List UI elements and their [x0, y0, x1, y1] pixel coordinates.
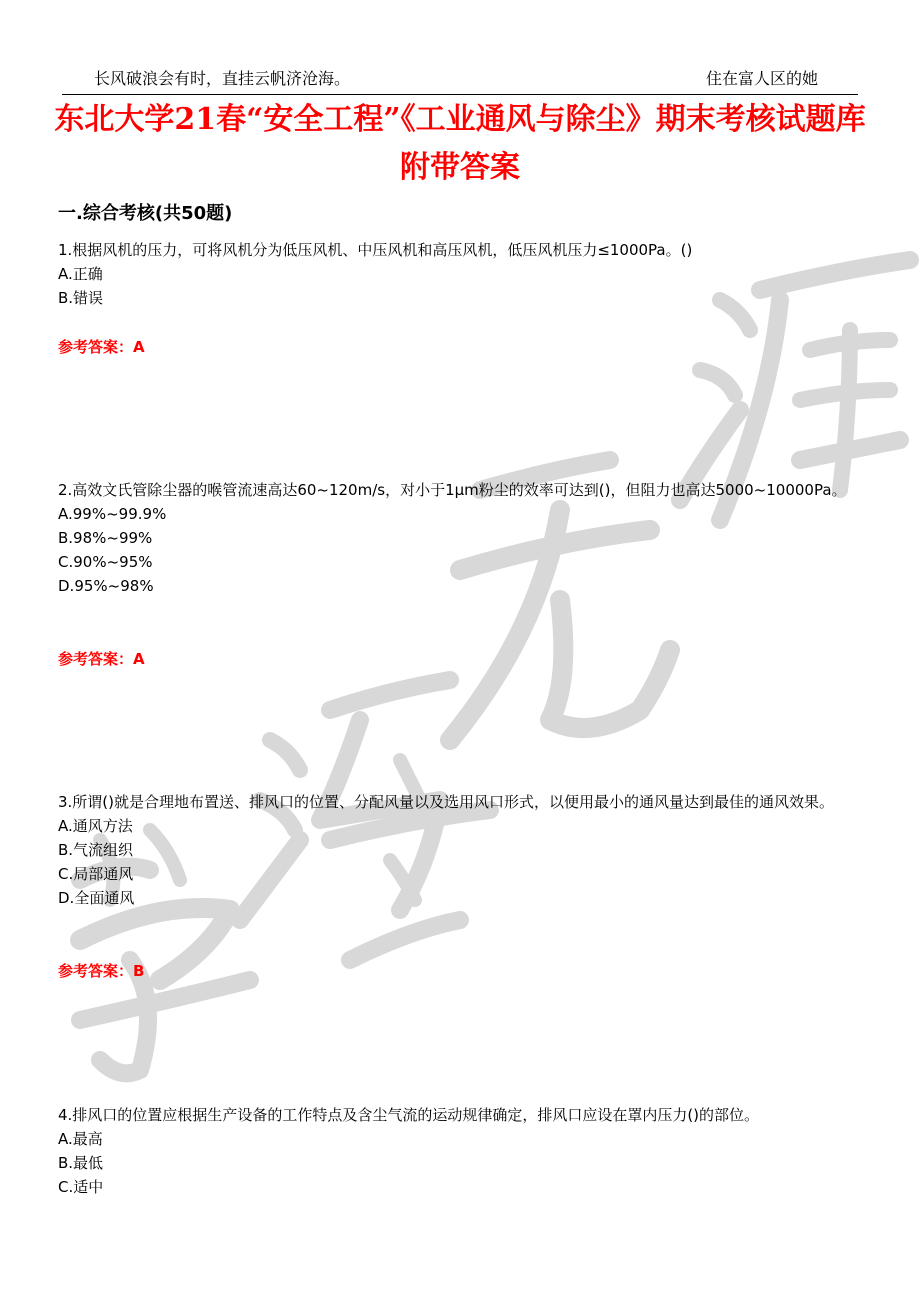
answer-2: 参考答案：A: [58, 650, 145, 668]
option-c: C.90%~95%: [58, 553, 153, 571]
option-b: B.气流组织: [58, 841, 134, 859]
option-a: A.最高: [58, 1130, 103, 1148]
question-text: 2.高效文氏管除尘器的喉管流速高达60~120m/s，对小于1μm粉尘的效率可达到()，但阻力也高达5000~10000Pa。: [58, 481, 847, 499]
question-text: 1.根据风机的压力，可将风机分为低压风机、中压风机和高压风机，低压风机压力≤1000Pa。(): [58, 241, 693, 259]
option-a: A.正确: [58, 265, 103, 283]
calligraphy-watermark-icon: [40, 240, 920, 1100]
question-text: 3.所谓()就是合理地布置送、排风口的位置、分配风量以及选用风口形式，以便用最小的通风量达到最佳的通风效果。: [58, 793, 835, 811]
answer-3: 参考答案：B: [58, 962, 145, 980]
page-title: 东北大学21春“安全工程”《工业通风与除尘》期末考核试题库附带答案: [54, 102, 866, 185]
option-d: D.全面通风: [58, 889, 135, 907]
question-text: 4.排风口的位置应根据生产设备的工作特点及含尘气流的运动规律确定，排风口应设在罩内压力()的部位。: [58, 1106, 760, 1124]
option-d: D.95%~98%: [58, 577, 154, 595]
section-heading: 一.综合考核(共50题): [58, 203, 233, 224]
option-b: B.最低: [58, 1154, 104, 1172]
option-a: A.99%~99.9%: [58, 505, 167, 523]
header-divider: [62, 94, 858, 95]
header-author: 住在富人区的她: [705, 69, 818, 88]
option-b: B.98%~99%: [58, 529, 153, 547]
question-4: [58, 1103, 868, 1199]
answer-1: 参考答案：A: [58, 338, 145, 356]
question-2: [58, 478, 868, 598]
option-b: B.错误: [58, 289, 104, 307]
question-1: [58, 238, 868, 310]
header-motto: 长风破浪会有时，直挂云帆济沧海。: [94, 69, 351, 88]
option-a: A.通风方法: [58, 817, 133, 835]
option-c: C.适中: [58, 1178, 104, 1196]
question-3: [58, 790, 868, 910]
option-c: C.局部通风: [58, 865, 134, 883]
page-header: [62, 66, 858, 92]
